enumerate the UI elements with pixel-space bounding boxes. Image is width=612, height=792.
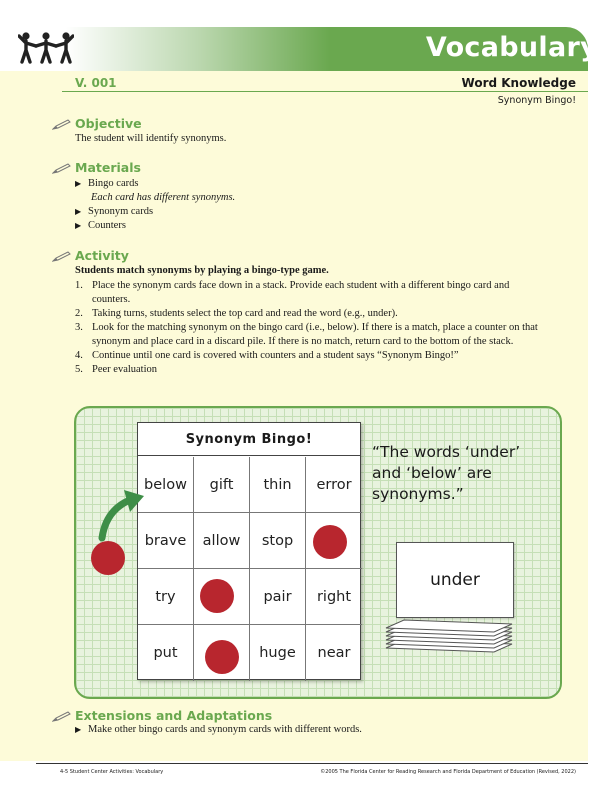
counter-on-card	[200, 579, 234, 613]
bullet-triangle-icon: ▶	[75, 725, 82, 734]
card-stack	[382, 614, 514, 654]
bingo-cell: pair	[250, 569, 306, 625]
section-title: Vocabulary	[425, 32, 598, 63]
bingo-cell: thin	[250, 457, 306, 513]
bingo-cell: brave	[138, 513, 194, 569]
bullet-triangle-icon: ▶	[75, 221, 82, 230]
step-item: 5. Peer evaluation	[75, 364, 158, 375]
activity-steps	[75, 279, 545, 377]
step-item: 1. Place the synonym cards face down in a stack. Provide each student with a different bingo card and counters.	[75, 280, 510, 305]
bingo-cell: error	[306, 457, 362, 513]
footer-left: 4-5 Student Center Activities: Vocabulary	[60, 769, 164, 775]
extensions-item: ▶ Make other bingo cards and synonym cards with different words.	[75, 724, 362, 735]
bingo-cell: near	[317, 645, 351, 661]
bingo-cell: allow	[194, 513, 250, 569]
drawn-synonym-card: under	[396, 542, 514, 618]
step-item: 4. Continue until one card is covered with counters and a student says “Synonym Bingo!”	[75, 350, 459, 361]
synonym-quote: “The words ‘under’ and ‘below’ are synonyms.”	[372, 443, 521, 503]
step-item: 2. Taking turns, students select the top card and read the word (e.g., under).	[75, 308, 398, 319]
counter-on-card	[313, 525, 347, 559]
footer-copyright: ©2005 The Florida Center for Reading Research and Florida Department of Education (Revised, 2022)	[320, 769, 576, 775]
students-logo-icon	[18, 31, 74, 65]
materials-heading	[52, 160, 141, 175]
counter-on-card	[205, 640, 239, 674]
materials-item: ▶ Bingo cards	[75, 178, 139, 189]
activity-heading-label: Activity	[75, 248, 129, 263]
objective-text: The student will identify synonyms.	[75, 133, 227, 144]
bingo-cell: try	[138, 569, 194, 625]
footer-divider	[36, 763, 588, 764]
arrow-icon	[92, 488, 162, 548]
pencil-icon	[52, 118, 72, 130]
bullet-triangle-icon: ▶	[75, 207, 82, 216]
bingo-card-title: Synonym Bingo!	[138, 423, 360, 456]
step-item: 3. Look for the matching synonym on the bingo card (i.e., below). If there is a match, place a counter on that synonym and place card in a discard pile. If there is no match, return card to the bottom of the stack.	[75, 322, 538, 347]
materials-item: ▶ Counters	[75, 220, 126, 231]
materials-heading-label: Materials	[75, 160, 141, 175]
extensions-heading-label: Extensions and Adaptations	[75, 708, 273, 723]
topic-title: Word Knowledge	[461, 76, 576, 90]
objective-heading	[52, 116, 142, 131]
bullet-triangle-icon: ▶	[75, 179, 82, 188]
extensions-heading	[52, 708, 272, 723]
materials-item: ▶ Synonym cards	[75, 206, 154, 217]
bingo-cell: below	[138, 457, 194, 513]
bingo-cell: gift	[194, 457, 250, 513]
activity-name: Synonym Bingo!	[497, 95, 576, 106]
objective-heading-label: Objective	[75, 116, 142, 131]
activity-code: V. 001	[75, 76, 117, 90]
bingo-cell: huge	[250, 625, 306, 681]
bingo-cell: stop	[250, 513, 306, 569]
activity-intro: Students match synonyms by playing a bingo-type game.	[75, 265, 329, 276]
bingo-cell: put	[138, 625, 194, 681]
loose-counter	[91, 541, 125, 575]
subhead-divider	[62, 91, 588, 92]
activity-heading	[52, 248, 129, 263]
pencil-icon	[52, 710, 72, 722]
pencil-icon	[52, 162, 72, 174]
bingo-cell: right	[306, 569, 362, 625]
pencil-icon	[52, 250, 72, 262]
materials-note: Each card has different synonyms.	[91, 192, 236, 203]
